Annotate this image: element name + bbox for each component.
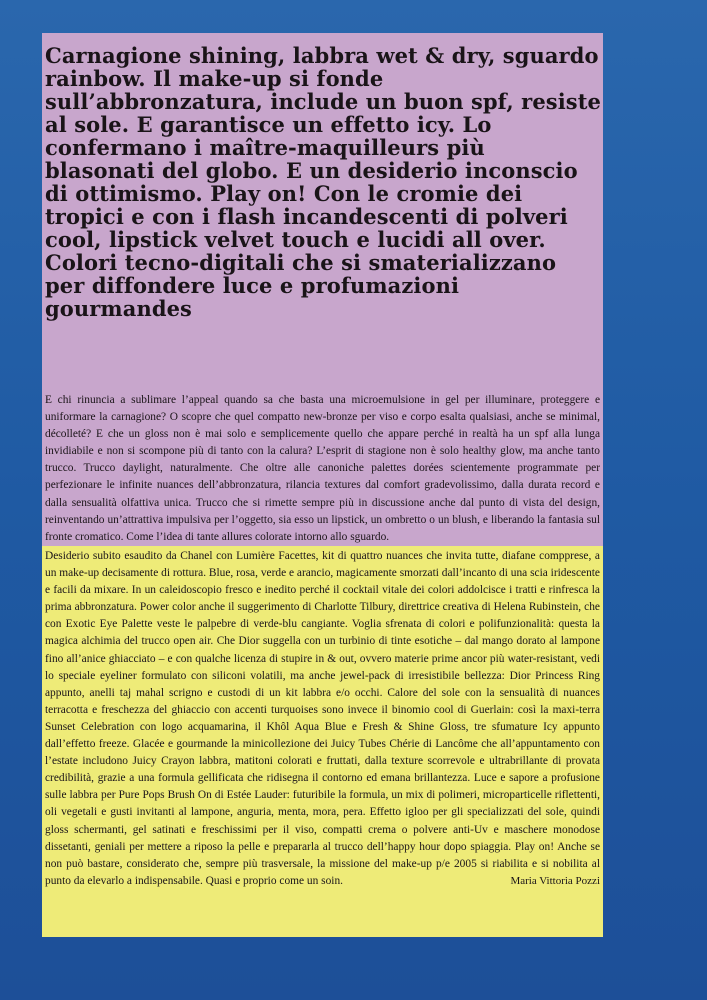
body-paragraph-2-text: Desiderio subito esaudito da Chanel con Lumière Facettes, kit di quattro nuances che invita tutte, diafane compprese, a un make-up decisamente di rottura. Blue, rosa, verde e arancio, magicamente smorzati dall’incanto di una scia iridescente e facili da mixare. In un caleidoscopio fresco e inedito perché il cocktail vitale dei colori addolcisce i tratti e rinfresca la prima abbronzatura. Power color anche il suggerimento di Charlotte Tilbury, direttrice creativa di Helena Rubinstein, che con Exotic Eye Palette veste le palpebre di verde-blu cangiante. Voglia sfrenata di colori e polifunzionalità: questa la magica alchimia del trucco open air. Che Dior suggella con un turbinio di tinte esotiche – dal mango dorato al lampone fino all’anice ghiacciato – e con qualche licenza di stupire in & out, ovvero materie prime ancor più water-resistant, vedi lo speciale eyeliner formulato con siliconi volatili, ma anche jewel-pack di irresistibile bellezza: Dior Princess Ring appunto, anelli taj mahal scrigno e custodi di un kit labbra e/o occhi. Calore del sole con la sensualità di nuances terracotta e freschezza del ghiaccio con accenti turquoises sono invece il binomio cool di Guerlain: così la maxi-terra Sunset Celebration con logo acquamarina, il Khôl Aqua Blue e Fresh & Shine Gloss, tre sfumature Icy appunto dall’effetto freeze. Glacée e gourmande la minicollezione dei Juicy Tubes Chérie di Lancôme che all’appuntamento con l’estate includono Juicy Crayon labbra, matitoni colorati e fruttati, dalla texture scorrevole e ultrabrillante di provata credibilità, grazie a una formula gellificata che ridisegna il contorno ed emana brillantezza. Luce e sapore a profusione sulle labbra per Pure Pops Brush On di Estée Lauder: futuribile la formula, un mix di polimeri, microparticelle riflettenti, oli vegetali e gusti invitanti al lampone, anguria, menta, mora, pera. Effetto igloo per gli specializzati del sole, quindi gloss schermanti, gel satinati e freschissimi per il viso, compatti crema o polvere anti-Uv e maschere monodose dissetanti, geniali per mettere a riposo la pelle e prepararla al trucco dell’happy hour dopo spiaggia. Play on! Anche se non può bastare, considerato che, sempre più trasversale, la missione del make-up p/e 2005 si riabilita e si nobilita al punto da elevarlo a indispensabile. Quasi e proprio come un soin. bbox=[45, 550, 600, 887]
author-signature: Maria Vittoria Pozzi bbox=[510, 874, 600, 887]
body-paragraph-2 bbox=[45, 548, 600, 890]
body-paragraph-1: E chi rinuncia a sublimare l’appeal quando sa che basta una microemulsione in gel per illuminare, proteggere e uniformare la carnagione? O scopre che quel compatto new-bronze per viso e corpo esalta qualsiasi, anche se minimal, décolleté? E che un gloss non è mai solo e semplicemente quello che appare perché in realtà ha un spf alla lunga invidiabile e non si scompone più di tanto con la calura? L’esprit di stagione non è solo healthy glow, ma anche tanto trucco. Trucco daylight, naturalmente. Che oltre alle canoniche palettes dorées scientemente programmate per perfezionare le infinite nuances dell’abbronzatura, rilancia textures dal comfort gradevolissimo, dalla durata record e dalla sensualità olfattiva unica. Trucco che si rimette sempre più in discussione anche dal punto di vista del design, reinventando un’attrattiva impulsiva per l’oggetto, sia esso un lipstick, un ombretto o un blush, e liberando la fantasia sul fronte cromatico. Come l’idea di tante allures colorate intorno allo sguardo. bbox=[45, 394, 600, 543]
headline: Carnagione shining, labbra wet & dry, sguardo rainbow. Il make-up si fonde sull’abbronzatura, include un buon spf, resiste al sole. E garantisce un effetto icy. Lo confermano i maître-maquilleurs più blasonati del globo. E un desiderio inconscio di ottimismo. Play on! Con le cromie dei tropici e con i flash incandescenti di polveri cool, lipstick velvet touch e lucidi all over. Colori tecno-digitali che si smaterializzano per diffondere luce e profumazioni gourmandes bbox=[45, 43, 601, 321]
